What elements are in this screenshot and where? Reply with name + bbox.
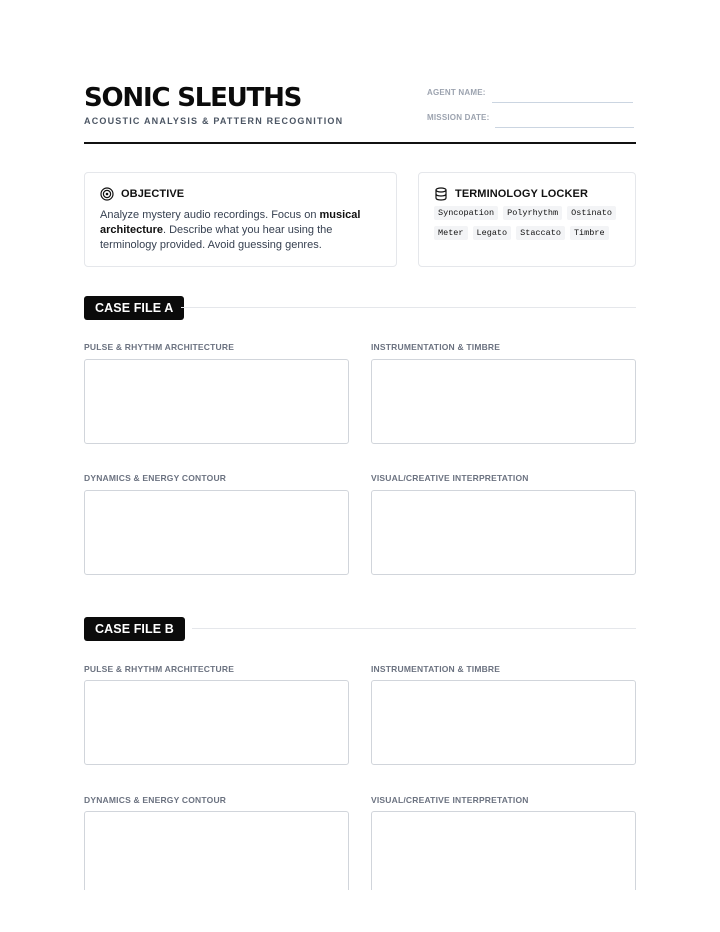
term-chip: Syncopation: [434, 206, 498, 220]
section-divider: [181, 307, 636, 308]
worksheet-header: [84, 84, 636, 144]
field-label-dynamics: DYNAMICS & ENERGY CONTOUR: [84, 795, 227, 805]
mission-date-field[interactable]: [495, 127, 634, 128]
case-b-interpretation-answer-box[interactable]: [371, 811, 636, 890]
database-icon: [434, 187, 448, 201]
field-label-interpretation: VISUAL/CREATIVE INTERPRETATION: [371, 795, 529, 805]
case-b-timbre-answer-box[interactable]: [371, 680, 636, 765]
terminology-title: TERMINOLOGY LOCKER: [455, 188, 588, 200]
term-chip: Staccato: [516, 226, 565, 240]
case-a-rhythm-answer-box[interactable]: [84, 359, 349, 444]
agent-name-row: [427, 88, 633, 97]
field-label-rhythm: PULSE & RHYTHM ARCHITECTURE: [84, 342, 235, 352]
objective-text-part: Analyze mystery audio recordings. Focus on: [100, 209, 320, 221]
terminology-card: [418, 172, 636, 267]
case-b-dynamics-answer-box[interactable]: [84, 811, 349, 890]
objective-card: [84, 172, 397, 267]
target-icon: [100, 187, 114, 201]
term-chip: Legato: [473, 226, 512, 240]
header-divider: [84, 142, 636, 144]
case-a-timbre-answer-box[interactable]: [371, 359, 636, 444]
page-title: SONIC SLEUTHS: [84, 83, 302, 113]
field-label-timbre: INSTRUMENTATION & TIMBRE: [371, 342, 501, 352]
agent-name-field[interactable]: [492, 102, 633, 103]
worksheet-page: [84, 0, 636, 890]
case-file-b-badge: CASE FILE B: [84, 617, 185, 641]
field-label-timbre: INSTRUMENTATION & TIMBRE: [371, 664, 501, 674]
terminology-header: [434, 187, 588, 201]
field-label-rhythm: PULSE & RHYTHM ARCHITECTURE: [84, 664, 235, 674]
mission-date-row: [427, 113, 634, 122]
field-label-dynamics: DYNAMICS & ENERGY CONTOUR: [84, 473, 227, 483]
mission-date-label: MISSION DATE:: [427, 113, 490, 122]
objective-header: [100, 187, 184, 201]
case-file-a-badge: CASE FILE A: [84, 296, 184, 320]
objective-text-part: . Describe what you hear using the terminology provided. Avoid guessing genres.: [100, 224, 333, 251]
objective-text: [100, 208, 385, 253]
case-a-interpretation-answer-box[interactable]: [371, 490, 636, 575]
term-list: [434, 206, 629, 240]
page-subtitle: ACOUSTIC ANALYSIS & PATTERN RECOGNITION: [84, 116, 344, 126]
field-label-interpretation: VISUAL/CREATIVE INTERPRETATION: [371, 473, 529, 483]
objective-title: OBJECTIVE: [121, 188, 185, 200]
term-chip: Polyrhythm: [503, 206, 562, 220]
case-b-rhythm-answer-box[interactable]: [84, 680, 349, 765]
agent-name-label: AGENT NAME:: [427, 88, 486, 97]
section-divider: [192, 628, 636, 629]
objective-text-bold: musical architecture: [100, 209, 361, 236]
term-chip: Timbre: [570, 226, 609, 240]
term-chip: Meter: [434, 226, 468, 240]
case-file-a-header: [84, 296, 636, 320]
case-file-b-header: [84, 617, 636, 641]
term-chip: Ostinato: [567, 206, 616, 220]
case-a-dynamics-answer-box[interactable]: [84, 490, 349, 575]
